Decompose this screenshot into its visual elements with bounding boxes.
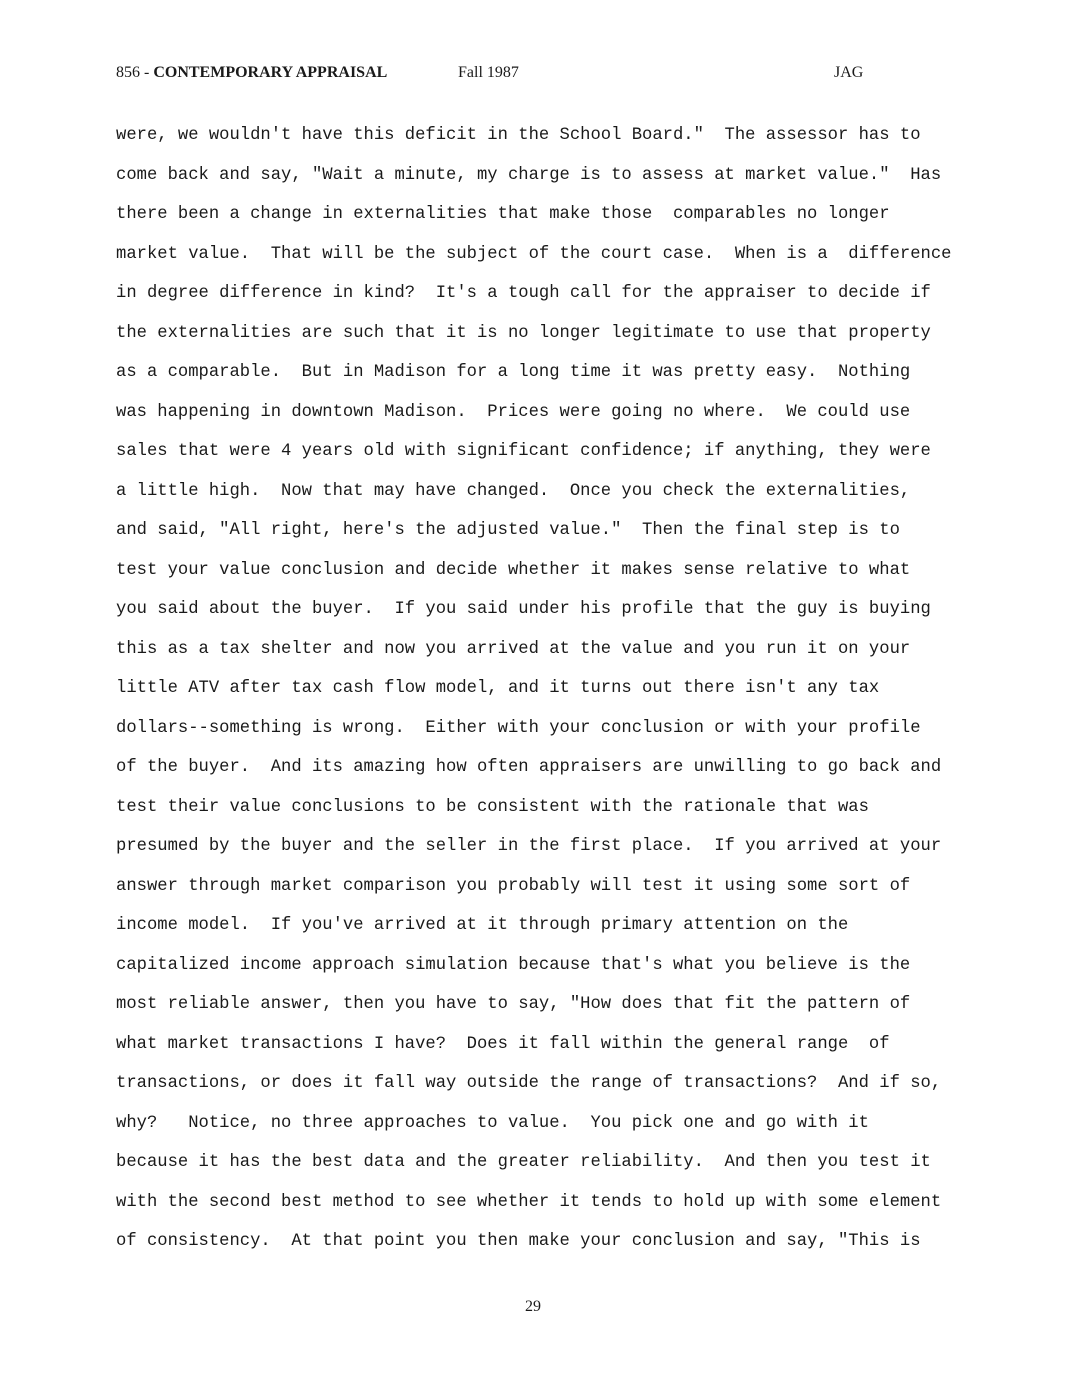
text-line: presumed by the buyer and the seller in the first place. If you arrived at your	[116, 837, 942, 856]
text-line: answer through market comparison you probably will test it using some sort of	[116, 876, 911, 896]
text-line: come back and say, "Wait a minute, my charge is to assess at market value." Has	[116, 165, 942, 185]
text-line: little ATV after tax cash flow model, and it turns out there isn't any tax	[116, 679, 880, 698]
text-line: were, we wouldn't have this deficit in the School Board." The assessor has to	[116, 126, 921, 145]
text-line: what market transactions I have? Does it fall within the general range of	[116, 1034, 890, 1054]
text-line: a little high. Now that may have changed. Once you check the externalities,	[116, 481, 911, 501]
text-line: and said, "All right, here's the adjusted value." Then the final step is to	[116, 521, 900, 540]
text-line: market value. That will be the subject of the court case. When is a difference	[116, 244, 952, 264]
text-line: transactions, or does it fall way outside the range of transactions? And if so,	[116, 1074, 942, 1093]
text-line: of consistency. At that point you then make your conclusion and say, "This is	[116, 1232, 921, 1251]
course-label	[116, 62, 387, 84]
text-line: you said about the buyer. If you said under his profile that the guy is buying	[116, 600, 931, 619]
text-line: income model. If you've arrived at it through primary attention on the	[116, 916, 849, 935]
text-line: was happening in downtown Madison. Prices were going no where. We could use	[116, 402, 911, 422]
course-title: CONTEMPORARY APPRAISAL	[153, 64, 388, 81]
text-line: there been a change in externalities that make those comparables no longer	[116, 205, 890, 224]
page-header	[116, 62, 976, 84]
text-line: dollars--something is wrong. Either with your conclusion or with your profile	[116, 718, 921, 738]
text-line: because it has the best data and the greater reliability. And then you test it	[116, 1153, 931, 1172]
page-number: 29	[525, 1298, 541, 1315]
term-label: Fall 1987	[458, 64, 519, 81]
text-line: why? Notice, no three approaches to value. You pick one and go with it	[116, 1113, 869, 1133]
course-code: 856 -	[116, 64, 154, 81]
text-line: test their value conclusions to be consistent with the rationale that was	[116, 797, 869, 817]
text-line: this as a tax shelter and now you arrived at the value and you run it on your	[116, 639, 911, 659]
text-line: capitalized income approach simulation because that's what you believe is the	[116, 955, 911, 975]
author-initials: JAG	[834, 64, 864, 81]
transcript-body	[116, 116, 996, 1262]
text-line: test your value conclusion and decide whether it makes sense relative to what	[116, 560, 911, 580]
text-line: with the second best method to see whether it tends to hold up with some element	[116, 1192, 942, 1212]
text-line: in degree difference in kind? It's a tough call for the appraiser to decide if	[116, 284, 931, 303]
text-line: as a comparable. But in Madison for a long time it was pretty easy. Nothing	[116, 363, 911, 382]
text-line: of the buyer. And its amazing how often appraisers are unwilling to go back and	[116, 758, 942, 777]
text-line: sales that were 4 years old with significant confidence; if anything, they were	[116, 442, 931, 461]
text-line: the externalities are such that it is no longer legitimate to use that property	[116, 323, 931, 343]
text-line: most reliable answer, then you have to say, "How does that fit the pattern of	[116, 995, 911, 1014]
